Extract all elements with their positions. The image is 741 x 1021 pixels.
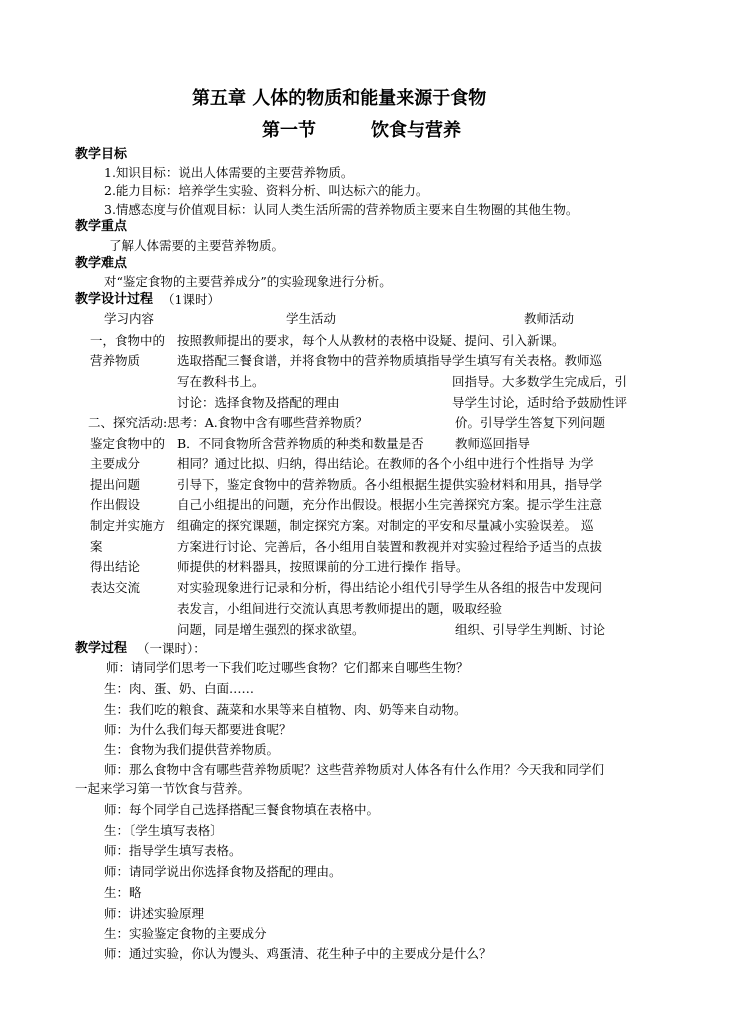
- objective-item: 1.知识目标：说出人体需要的主要营养物质。: [104, 165, 354, 180]
- dialogue-line: 师：请同学说出你选择食物及搭配的理由。: [104, 864, 342, 879]
- design-line: 提出问题: [90, 477, 141, 492]
- design-line: 营养物质: [90, 353, 141, 368]
- design-line: 回指导。大多数学生完成后，引: [452, 374, 628, 389]
- design-heading: 教学设计过程: [75, 292, 154, 307]
- dialogue-line: 生：略: [104, 885, 142, 900]
- design-line: 作出假设: [90, 497, 141, 512]
- dialogue-line: 师：讲述实验原理: [104, 906, 205, 921]
- dialogue-line: 生：食物为我们提供营养物质。: [104, 742, 280, 757]
- design-line: B．不同食物所含营养物质的种类和数量是否: [177, 436, 424, 451]
- design-line: 得出结论: [90, 559, 141, 574]
- dialogue-line: 一起来学习第一节饮食与营养。: [75, 781, 251, 796]
- difficulties-text: 对“鉴定食物的主要营养成分”的实验现象进行分析。: [104, 274, 392, 289]
- dialogue-line: 师：那么食物中含有哪些营养物质呢？这些营养物质对人体各有什么作用？今天我和同学们: [104, 762, 605, 777]
- design-line: 引导下，鉴定食物中的营养物质。各小组根据生提供实验材料和用具，指导学: [177, 477, 603, 492]
- section-title: 饮食与营养: [371, 120, 461, 141]
- dialogue-line: 师：每个同学自己选择搭配三餐食物填在表格中。: [104, 802, 380, 817]
- design-line: 表达交流: [90, 580, 141, 595]
- design-line: 二、探究活动:思考：A.食物中含有哪些营养物质？: [88, 415, 368, 430]
- dialogue-line: 生：肉、蛋、奶、白面……: [104, 681, 255, 696]
- design-line: 方案进行讨论、完善后，各小组用自装置和教视并对实验过程给予适当的点拔: [177, 539, 603, 554]
- design-line: 组确定的探究课题，制定探究方案。对制定的平安和尽量减小实验误差。 巡: [177, 518, 594, 533]
- design-line: 制定并实施方: [90, 518, 166, 533]
- design-line: 讨论：选择食物及搭配的理由: [177, 395, 340, 410]
- objectives-heading: 教学目标: [75, 147, 128, 162]
- dialogue-line: 师：请同学们思考一下我们吃过哪些食物？它们都来自哪些生物？: [106, 660, 469, 675]
- design-line: 一，食物中的: [90, 333, 166, 348]
- key-points-heading: 教学重点: [75, 219, 128, 234]
- process-heading-note: （一课时）：: [137, 641, 206, 656]
- column-header-teacher: 教师活动: [524, 311, 575, 326]
- design-line: 按照教师提出的要求，每个人从教材的表格中设疑、提问、引入新课。: [177, 333, 565, 348]
- design-line: 案: [90, 539, 103, 554]
- design-heading-note: （1课时）: [162, 292, 220, 307]
- objective-item: 3.情感态度与价值观目标：认同人类生活所需的营养物质主要来自生物圈的其他生物。: [104, 202, 579, 217]
- design-line: 相同？通过比拟、归纳，得出结论。在教师的各个小组中进行个性指导 为学: [177, 456, 594, 471]
- design-line: 写在教科书上。: [177, 374, 265, 389]
- design-line: 价。引导学生答复下列问题: [455, 415, 606, 430]
- page-title: 第五章 人体的物质和能量来源于食物: [192, 88, 487, 109]
- dialogue-line: 师：为什么我们每天都要进食呢？: [104, 722, 292, 737]
- design-line: 对实验现象进行记录和分析，得出结论小组代引导学生从各组的报告中发现问: [177, 580, 603, 595]
- design-line: 选取搭配三餐食谱，并将食物中的营养物质填指导学生填写有关表格。教师巡: [177, 353, 603, 368]
- design-line: 导学生讨论，适时给予鼓励性评: [452, 395, 628, 410]
- section-number: 第一节: [262, 120, 316, 141]
- design-line: 师提供的材料器具，按照课前的分工进行操作 指导。: [177, 559, 469, 574]
- process-heading: 教学过程: [75, 641, 128, 656]
- design-line: 自己小组提出的问题，充分作出假设。根据小生完善探究方案。提示学生注意: [177, 497, 603, 512]
- design-line: 组织、引导学生判断、讨论: [455, 622, 606, 637]
- dialogue-line: 生：〔学生填写表格〕: [104, 823, 223, 838]
- design-line: 问题，同是增生强烈的探求欲望。: [177, 622, 365, 637]
- key-points-text: 了解人体需要的主要营养物质。: [109, 238, 285, 253]
- objective-item: 2.能力目标：培养学生实验、资料分析、叫达标六的能力。: [104, 183, 429, 198]
- column-header-student: 学生活动: [286, 311, 337, 326]
- dialogue-line: 师：指导学生填写表格。: [104, 843, 242, 858]
- dialogue-line: 生：我们吃的粮食、蔬菜和水果等来自植物、肉、奶等来自动物。: [104, 702, 467, 717]
- design-line: 主要成分: [90, 456, 141, 471]
- design-line: 鉴定食物中的: [90, 436, 166, 451]
- dialogue-line: 师：通过实验，你认为馒头、鸡蛋清、花生种子中的主要成分是什么？: [104, 946, 492, 961]
- difficulties-heading: 教学难点: [75, 256, 128, 271]
- design-line: 教师巡回指导: [455, 436, 531, 451]
- design-line: 表发言，小组间进行交流认真思考教师提出的题，吸取经验: [177, 601, 503, 616]
- dialogue-line: 生：实验鉴定食物的主要成分: [104, 926, 267, 941]
- column-header-content: 学习内容: [104, 311, 155, 326]
